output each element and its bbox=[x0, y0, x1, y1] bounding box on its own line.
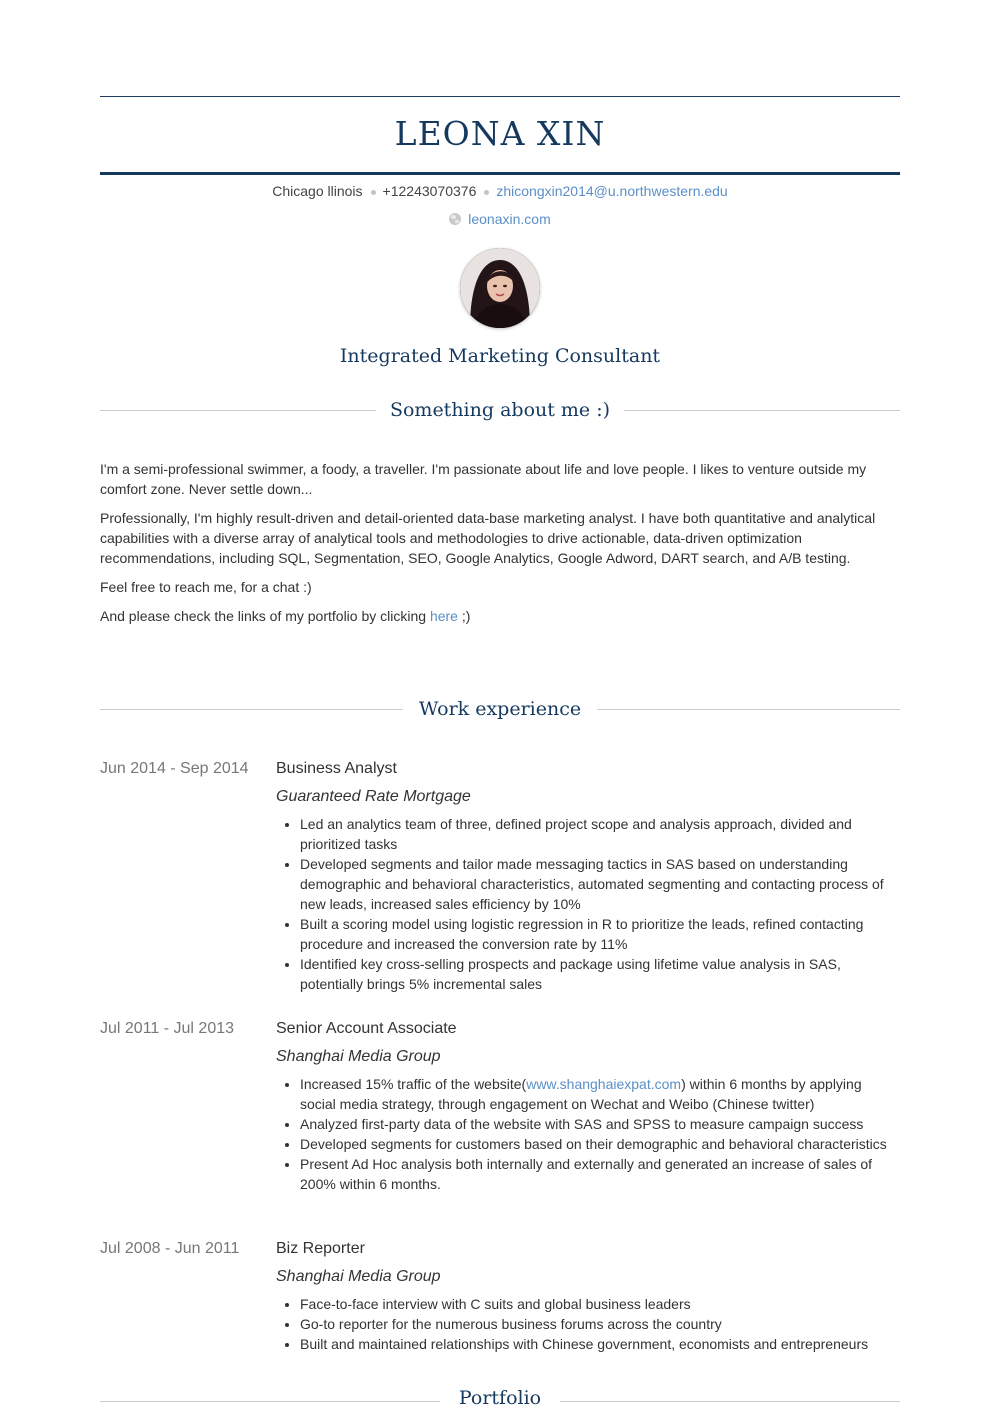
job-role: Business Analyst bbox=[276, 760, 397, 777]
section-header-about bbox=[100, 396, 900, 424]
contact-line bbox=[100, 181, 900, 201]
globe-icon bbox=[449, 213, 461, 225]
bullet-text: Increased 15% traffic of the website( bbox=[300, 1076, 527, 1092]
email-link[interactable]: zhicongxin2014@u.northwestern.edu bbox=[496, 183, 728, 199]
section-title: Portfolio bbox=[458, 1387, 542, 1409]
section-header-portfolio bbox=[100, 1384, 900, 1412]
about-section bbox=[100, 459, 900, 635]
job-bullets bbox=[276, 1294, 900, 1354]
job-bullets bbox=[276, 1074, 900, 1194]
job-dates: Jul 2008 - Jun 2011 bbox=[100, 1240, 240, 1257]
job-body bbox=[276, 1239, 900, 1354]
website-link[interactable]: www.shanghaiexpat.com bbox=[526, 1076, 682, 1092]
section-title: Work experience bbox=[418, 698, 582, 720]
section-header-work bbox=[100, 695, 900, 723]
job-body bbox=[276, 1019, 900, 1194]
separator-dot-icon bbox=[371, 190, 376, 195]
header-bottom-rule bbox=[100, 172, 900, 175]
avatar bbox=[460, 248, 540, 328]
job-dates: Jul 2011 - Jul 2013 bbox=[100, 1020, 235, 1037]
header-top-rule bbox=[100, 96, 900, 97]
about-paragraph: Professionally, I'm highly result-driven and detail-oriented data-base marketing analyst. I have both quantitative and analytical capabilities with a diverse array of analytical tools and methodologies to drive actionable, data-driven optimization recommendations, including SQL, Segmentation, SEO, Google Analytics, Google Adword, DART search, and A/B testing. bbox=[100, 510, 876, 566]
separator-dot-icon bbox=[484, 190, 489, 195]
location-text: Chicago llinois bbox=[272, 183, 363, 199]
website-link[interactable]: leonaxin.com bbox=[468, 211, 551, 227]
bullet-item: • Face-to-face interview with C suits and global business leaders bbox=[300, 1294, 900, 1314]
job-company: Guaranteed Rate Mortgage bbox=[276, 788, 471, 805]
bullet-item: • Developed segments and tailor made messaging tactics in SAS based on understanding demographic and behavioral characteristics, automated segmenting and contacting process of new leads, increased sales efficiency by 10% bbox=[300, 854, 900, 914]
job-dates: Jun 2014 - Sep 2014 bbox=[100, 760, 249, 777]
bullet-item: • Identified key cross-selling prospects and package using lifetime value analysis in SAS, potentially brings 5% incremental sales bbox=[300, 954, 900, 994]
job-company: Shanghai Media Group bbox=[276, 1268, 441, 1285]
bullet-item: • Present Ad Hoc analysis both internally and externally and generated an increase of sales of 200% within 6 months. bbox=[300, 1154, 900, 1194]
job-role: Biz Reporter bbox=[276, 1240, 365, 1257]
candidate-name: LEONA XIN bbox=[394, 114, 606, 153]
about-paragraph: I'm a semi-professional swimmer, a foody, a traveller. I'm passionate about life and love people. I likes to venture outside my comfort zone. Never settle down... bbox=[100, 461, 867, 497]
job-bullets bbox=[276, 814, 900, 994]
bullet-item: • Developed segments for customers based on their demographic and behavioral characteristics bbox=[300, 1134, 900, 1154]
bullet-item: • Led an analytics team of three, defined project scope and analysis approach, divided and prioritized tasks bbox=[300, 814, 900, 854]
job-body bbox=[276, 759, 900, 994]
job-title: Integrated Marketing Consultant bbox=[339, 345, 661, 367]
bullet-item: • Go-to reporter for the numerous business forums across the country bbox=[300, 1314, 900, 1334]
section-title: Something about me :) bbox=[389, 399, 611, 421]
about-text: And please check the links of my portfolio by clicking bbox=[100, 608, 427, 624]
avatar-photo bbox=[460, 248, 540, 328]
phone-text: +12243070376 bbox=[382, 183, 477, 199]
job-company: Shanghai Media Group bbox=[276, 1048, 441, 1065]
about-paragraph bbox=[100, 606, 900, 626]
bullet-item: • Built a scoring model using logistic regression in R to prioritize the leads, refined contacting procedure and increased the conversion rate by 11% bbox=[300, 914, 900, 954]
job-role: Senior Account Associate bbox=[276, 1020, 457, 1037]
portfolio-here-link[interactable]: here bbox=[429, 608, 458, 624]
about-text: ;) bbox=[461, 608, 471, 624]
bullet-item bbox=[300, 1074, 900, 1114]
bullet-text: ) within 6 months by applying social media strategy, through engagement on Wechat and Weibo (Chinese twitter) bbox=[300, 1076, 862, 1112]
bullet-item: • Analyzed first-party data of the website with SAS and SPSS to measure campaign success bbox=[300, 1114, 900, 1134]
bullet-item: • Built and maintained relationships with Chinese government, economists and entrepreneurs bbox=[300, 1334, 900, 1354]
about-paragraph: Feel free to reach me, for a chat :) bbox=[100, 579, 312, 595]
website-line bbox=[100, 209, 900, 229]
